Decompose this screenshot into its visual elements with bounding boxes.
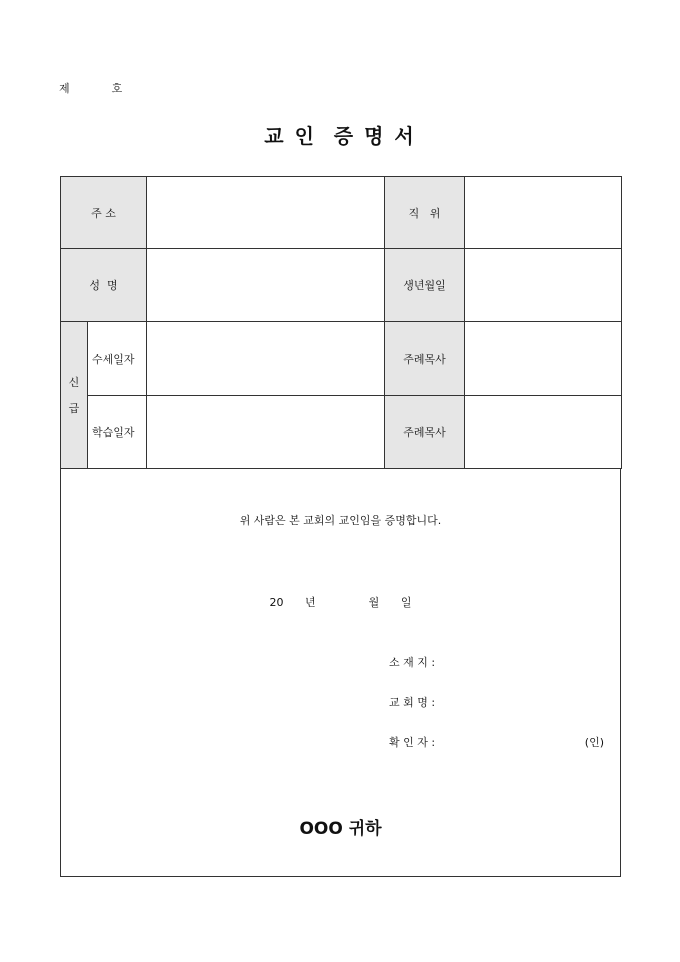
birth-date-label: 생년월일 bbox=[385, 249, 465, 322]
birth-date-field[interactable] bbox=[465, 249, 622, 322]
document-number bbox=[59, 80, 122, 96]
date-month-unit: 월 bbox=[368, 596, 380, 609]
page-title: 교 인 증 명 서 bbox=[264, 124, 416, 148]
seal-mark: (인) bbox=[584, 736, 604, 749]
position-label: 직 위 bbox=[385, 177, 465, 249]
issue-date bbox=[61, 594, 620, 610]
baptism-officiant-label: 주례목사 bbox=[385, 322, 465, 396]
address-field[interactable] bbox=[147, 177, 385, 249]
catechism-officiant-field[interactable] bbox=[465, 396, 622, 469]
date-year: 20 bbox=[269, 596, 284, 609]
catechism-date-field[interactable] bbox=[147, 396, 385, 469]
document-number-prefix: 제 bbox=[59, 82, 70, 95]
certification-statement: 위 사람은 본 교회의 교인임을 증명합니다. bbox=[239, 514, 442, 527]
certificate-section bbox=[60, 468, 621, 877]
date-year-unit: 년 bbox=[305, 596, 316, 609]
position-field[interactable] bbox=[465, 177, 622, 249]
location-label: 소 재 지 : bbox=[389, 656, 436, 669]
document-number-suffix: 호 bbox=[111, 82, 123, 95]
address-label: 주 소 bbox=[61, 177, 147, 249]
confirmer-label: 확 인 자 : bbox=[389, 736, 436, 749]
name-label: 성 명 bbox=[61, 249, 147, 322]
church-name-label: 교 회 명 : bbox=[389, 696, 436, 709]
member-info-table bbox=[60, 176, 622, 469]
catechism-date-label: 학습일자 bbox=[88, 396, 147, 469]
recipient-honorific: OOO 귀하 bbox=[299, 819, 382, 839]
new-member-label: 신 급 bbox=[61, 322, 88, 469]
catechism-officiant-label: 주례목사 bbox=[385, 396, 465, 469]
baptism-officiant-field[interactable] bbox=[465, 322, 622, 396]
name-field[interactable] bbox=[147, 249, 385, 322]
baptism-date-label: 수세일자 bbox=[88, 322, 147, 396]
date-day-unit: 일 bbox=[400, 596, 412, 609]
baptism-date-field[interactable] bbox=[147, 322, 385, 396]
